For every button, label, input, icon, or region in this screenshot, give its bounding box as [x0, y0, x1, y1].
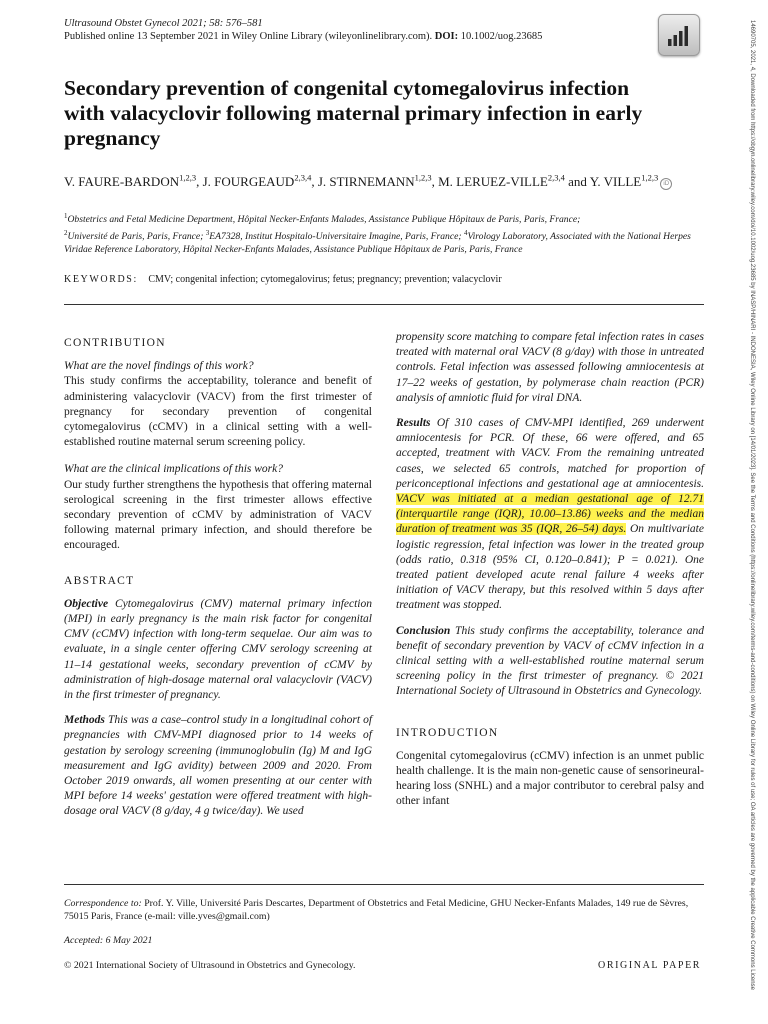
contribution-answer: This study confirms the acceptability, tolerance and benefit of administering valacyclovir (VACV) from the first trimester of pregnancy for secondary prevention of congenital cytomegalovirus (cCMV) in a clinical setting with a well-established routine maternal serum screening policy.: [64, 375, 372, 449]
open-access-chart-icon[interactable]: [658, 14, 700, 56]
publication-line: [64, 30, 542, 43]
contribution-answer: Our study further strengthens the hypothesis that offering maternal serological screening in the first trimester allows effective secondary prevention of cCMV by administration of VACV following maternal primary infection, and should therefore be encouraged.: [64, 478, 372, 552]
divider: [64, 304, 704, 305]
affiliations: $^1$Obstetrics and Fetal Medicine Department, Hôpital Necker-Enfants Malades, Assistance Publique Hôpitaux de Paris, Paris, France; $^2$Université de Paris, Paris, France; $^3$EA7328, Institut Hospitalo-Universitaire Imagine, Paris, France; $^4$Virology Laboratory, Associated with the National Herpes Viridae Reference Laboratory, Hôpital Necker-Enfants Malades, Assistance Publique Hôpitaux de Paris, Paris, France: [64, 212, 691, 255]
author: J. FOURGEAUD$^{2,3,4}$,: [202, 173, 318, 190]
abstract-conclusion: Conclusion This study confirms the acceptability, tolerance and benefit of secondary prevention by VACV of cCMV infection in a clinical setting with a well-established routine maternal serum screening policy in the first trimester of pregnancy. © 2021 International Society of Ultrasound in Obstetrics and Gynecology.: [396, 624, 705, 698]
right-column: [396, 330, 704, 810]
abstract-results: Results Of 310 cases of CMV-MPI identified, 269 underwent amniocentesis for PCR. Of these, 66 were offered, and 65 accepted, treatment with VACV. From the remaining untreated cases, we selected 65 controls, matched for proportion of periconceptional infections and gestational age at amniocentesis. VACV was initiated at a median gestational age of 12.71 (interquartile range (IQR), 10.00–13.86) weeks and the median duration of treatment was 35 (IQR, 26–54) days. On multivariate logistic regression, fetal infection was lower in the treated group (odds ratio, 0.318 (95% CI, 0.120–0.841); P = 0.021). One treated patient developed acute renal failure 4 weeks after initiation of VACV therapy, but this resolved within 5 days after treatment was stopped.: [396, 417, 704, 612]
abstract-methods: Methods This was a case–control study in a longitudinal cohort of pregnancies with CMV-MPI diagnosed prior to 14 weeks of gestation by serology screening (immunoglobulin (Ig) M and IgG measurement and IgG avidity) between 2009 and 2020. From October 2019 onwards, all women presenting at our center with MPI before 14 weeks' gestation were offered treatment with high-dosage oral VACV (8 g/day, 4 g twice/day). We used: [64, 714, 373, 818]
article-title: Secondary prevention of congenital cytomegalovirus infection with valacyclovir following maternal primary infection in early pregnancy: [64, 76, 643, 150]
left-column: [64, 330, 372, 820]
author-list: [64, 169, 704, 191]
affiliation: Université de Paris, Paris, France;: [67, 230, 206, 242]
keywords-text: CMV; congenital infection; cytomegalovirus; fetus; pregnancy; prevention; valacyclovir: [148, 274, 502, 285]
affiliation: EA7328, Institut Hospitalo-Universitaire Imagine, Paris, France;: [209, 230, 464, 242]
abstract-heading: ABSTRACT: [64, 574, 135, 587]
published-online: Published online 13 September 2021 in Wiley Online Library (wileyonlinelibrary.com).: [64, 31, 433, 42]
journal-volume: 2021; 58: 576–581: [182, 18, 263, 29]
author: V. FAURE-BARDON$^{1,2,3}$,: [64, 173, 203, 190]
footer-divider: [64, 884, 704, 885]
journal-citation: [64, 17, 263, 30]
accepted-date: Accepted: 6 May 2021: [64, 935, 153, 946]
affiliation: Obstetrics and Fetal Medicine Department, Hôpital Necker-Enfants Malades, Assistance Publique Hôpitaux de Paris, Paris, France;: [67, 214, 581, 226]
highlighted-text: VACV was initiated at a median gestational age of 12.71 (interquartile range (IQR), 10.00–13.86) weeks and the median duration of treatment was 35 (IQR, 26–54) days.: [396, 493, 704, 536]
copyright: © 2021 International Society of Ultrasound in Obstetrics and Gynecology.: [64, 960, 356, 971]
doi-link[interactable]: 10.1002/uog.23685: [460, 31, 543, 42]
journal-name: Ultrasound Obstet Gynecol: [64, 18, 180, 29]
download-watermark: [746, 20, 756, 1010]
abstract-methods-continued: propensity score matching to compare fetal infection rates in cases treated with maternal oral VACV (8 g/day) with those in untreated controls. Fetal infection was assessed following amniocentesis at 17–22 weeks of gestation, by polymerase chain reaction (PCR) analysis of amniotic fluid for viral DNA.: [396, 331, 704, 404]
correspondence-text: Prof. Y. Ville, Université Paris Descartes, Department of Obstetrics and Fetal Medicine, GHU Necker-Enfants Malades, 149 rue de Sèvres, 75015 Paris, France (e-mail: ville.yves@gmail.com): [64, 898, 689, 922]
author: Y. VILLE$^{1,2,3}$: [589, 173, 659, 190]
article-type: ORIGINAL PAPER: [598, 960, 702, 971]
author: M. LERUEZ-VILLE$^{2,3,4}$ and: [438, 173, 590, 190]
contribution-heading: CONTRIBUTION: [64, 337, 166, 349]
abstract-objective: Objective Cytomegalovirus (CMV) maternal primary infection (MPI) in early pregnancy is the main risk factor for congenital CMV (cCMV) infection with long-term sequelae. Our aim was to evaluate, in a single center offering CMV serology screening at 11–14 gestational weeks, secondary prevention of cCMV by administration of high-dosage maternal oral valacyclovir (VACV) in the first trimester of pregnancy.: [64, 597, 372, 702]
contribution-question: What are the clinical implications of this work?: [64, 463, 284, 476]
correspondence: [64, 897, 709, 923]
doi-label: DOI:: [434, 31, 459, 42]
introduction-heading: INTRODUCTION: [396, 726, 499, 739]
orcid-icon[interactable]: iD: [660, 178, 672, 190]
correspondence-label: Correspondence to:: [64, 898, 142, 909]
keywords: [64, 273, 724, 286]
download-note: 14690705, 2021, 4, Downloaded from https://obgyn.onlinelibrary.wiley.com/doi/10.1002/uog.23685 by INASP/HINARI - INDONESIA, Wiley Online Library on [14/01/2023]. See the Terms and Conditions (https://onlinelibrary.wiley.com/terms-and-conditions) on Wiley Online Library for rules of use; OA articles are governed by the applicable Creative Commons License: [749, 20, 755, 990]
introduction-text: Congenital cytomegalovirus (cCMV) infection is an unmet public health challenge. It is the main non-genetic cause of sensorineural-hearing loss (SNHL) and a major contributor to cerebral palsy and other infant: [396, 749, 704, 808]
keywords-label: KEYWORDS:: [64, 274, 138, 285]
affiliation: Virology Laboratory, Associated with the National Herpes Viridae Reference Laboratory, Hôpital Necker-Enfants Malades, Assistance Publique Hôpitaux de Paris, Paris, France: [64, 230, 691, 255]
contribution-question: What are the novel findings of this work?: [64, 360, 254, 373]
author: J. STIRNEMANN$^{1,2,3}$,: [317, 173, 439, 190]
